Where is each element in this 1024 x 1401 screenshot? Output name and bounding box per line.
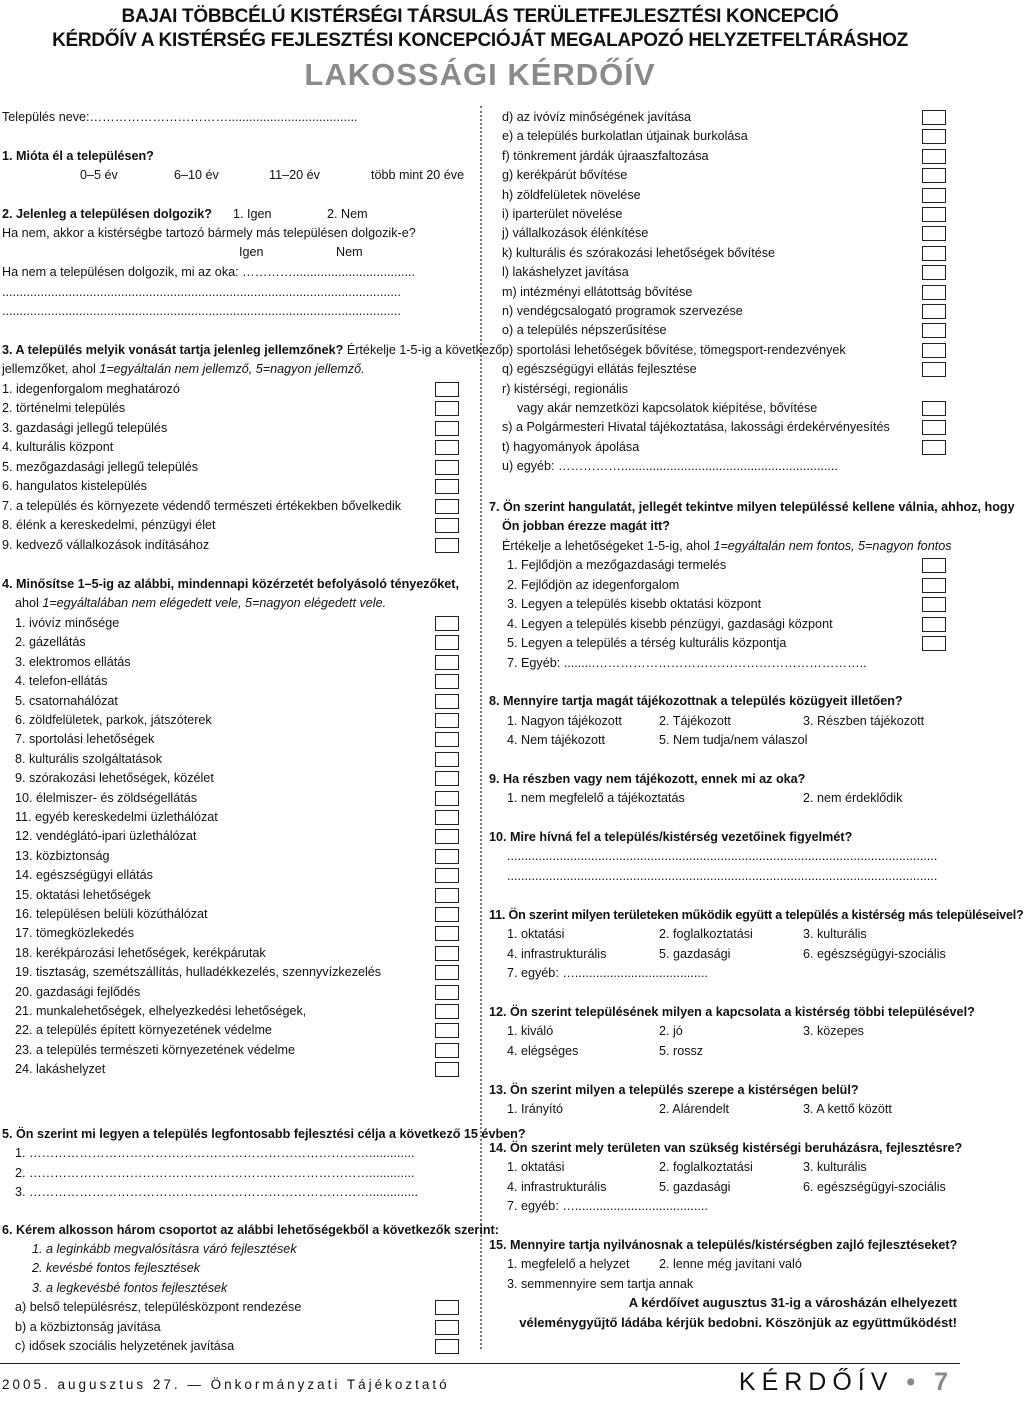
q4-item: 18. kerékpározási lehetőségek, kerékpárutak [15,945,266,960]
q5-answer-line[interactable]: 3. ……………………………………………………………………….............. [15,1185,419,1199]
question-10: 10. Mire hívná fel a település/kistérség vezetőinek figyelmét? [489,830,853,844]
q12-option[interactable]: 5. rossz [659,1044,704,1058]
group-box[interactable] [922,110,946,125]
rating-box[interactable] [435,732,459,747]
rating-box[interactable] [435,965,459,980]
q14-option[interactable]: 2. foglalkoztatási [659,1160,753,1174]
rating-box[interactable] [922,617,946,632]
q4-item: 6. zöldfelületek, parkok, játszóterek [15,713,212,727]
footer-section [739,1368,954,1397]
q1-option[interactable]: 6–10 év [174,168,219,182]
question-9: 9. Ha részben vagy nem tájékozott, ennek mi az oka? [489,772,806,786]
question-8: 8. Mennyire tartja magát tájékozottnak a település közügyeit illetően? [489,694,903,708]
q12-option[interactable]: 4. elégséges [507,1044,579,1058]
q14-option[interactable]: 6. egészségügyi-szociális [803,1180,946,1194]
q6-item: l) lakáshelyzet javítása [502,265,629,280]
group-box[interactable] [922,207,946,222]
q9-option[interactable]: 2. nem érdeklődik [803,791,903,805]
q4-item: 16. településen belüli közúthálózat [15,907,208,921]
q6-item: c) idősek szociális helyzetének javítása [15,1339,235,1353]
q12-option[interactable]: 1. kiváló [507,1024,554,1038]
group-box[interactable] [922,440,946,455]
answer-line[interactable]: .................................................................................................................. [2,304,401,318]
rating-box[interactable] [435,401,459,416]
q2-sub-yes[interactable]: Igen [239,245,264,259]
q15-option[interactable]: 2. lenne még javítani való [659,1257,802,1271]
q6-item: h) zöldfelületek növelése [502,187,641,202]
q14-other[interactable]: 7. egyéb: …...................................... [507,1199,708,1213]
q3-item: 4. kulturális központ [2,440,114,454]
q11-option[interactable]: 4. infrastrukturális [507,947,607,961]
q13-option[interactable]: 2. Alárendelt [659,1102,730,1116]
q4-scale-def: 1=egyáltalában nem elégedett vele, 5=nagyon elégedett vele. [42,596,387,610]
q3-item: 2. történelmi település [2,401,126,415]
group-box[interactable] [922,285,946,300]
q12-option[interactable]: 2. jó [659,1024,683,1038]
q4-item: 7. sportolási lehetőségek [15,732,155,747]
q6-item: t) hagyományok ápolása [502,439,640,454]
rating-box[interactable] [435,674,459,689]
header-line-1: BAJAI TÖBBCÉLÚ KISTÉRSÉGI TÁRSULÁS TERÜLETFEJLESZTÉSI KONCEPCIÓ [121,6,839,27]
q8-option[interactable]: 3. Részben tájékozott [803,714,925,728]
rating-box[interactable] [435,926,459,941]
q3-title: 3. A település melyik vonását tartja jelenleg jellemzőnek? [2,343,344,357]
q3-item: 9. kedvező vállalkozások indításához [2,538,210,552]
q7-scale-text: Értékelje a lehetőségeket 1-5-ig, ahol [502,539,714,553]
q10-answer-line[interactable]: ........................................................................................................................... [507,869,938,883]
q6-item: j) vállalkozások élénkítése [502,226,649,241]
q4-item: 3. elektromos ellátás [15,654,131,669]
question-13: 13. Ön szerint milyen a település szerepe a kistérségen belül? [489,1083,859,1097]
q10-answer-line[interactable]: ........................................................................................................................... [507,849,938,863]
group-box[interactable] [922,343,946,358]
footer-publication: 2005. augusztus 27. — Önkormányzati Tájékoztató [2,1377,450,1392]
q2-reason-field[interactable]: Ha nem a településen dolgozik, mi az oka: …………................................... [2,265,415,279]
q9-option[interactable]: 1. nem megfelelő a tájékoztatás [507,791,685,805]
group-box[interactable] [435,1320,459,1335]
q6-item: o) a település népszerűsítése [502,323,667,338]
q12-option[interactable]: 3. közepes [803,1024,864,1038]
q4-item: 9. szórakozási lehetőségek, közélet [15,771,214,786]
rating-box[interactable] [435,479,459,494]
rating-box[interactable] [435,1062,459,1077]
q3-item: 3. gazdasági jellegű település [2,421,168,435]
group-box[interactable] [922,168,946,183]
group-box[interactable] [922,265,946,280]
rating-box[interactable] [435,713,459,728]
question-2: 2. Jelenleg a településen dolgozik? [2,207,212,221]
q6-item: n) vendégcsalogató programok szervezése [502,304,743,318]
q6-item: vagy akár nemzetközi kapcsolatok kiépítése, bővítése [517,401,818,415]
q11-option[interactable]: 3. kulturális [803,927,867,941]
question-12: 12. Ön szerint településének milyen a kapcsolata a kistérség többi településével? [489,1005,975,1019]
rating-box[interactable] [922,636,946,651]
rating-box[interactable] [435,849,459,864]
q11-option[interactable]: 2. foglalkoztatási [659,927,753,941]
group-box[interactable] [435,1339,459,1354]
q4-item: 22. a település épített környezetének védelme [15,1023,272,1038]
group-box[interactable] [922,323,946,338]
q4-item: 20. gazdasági fejlődés [15,984,141,999]
rating-box[interactable] [435,985,459,1000]
q3-scale [2,360,365,378]
q3-item: 6. hangulatos kistelepülés [2,479,147,493]
page-title: LAKOSSÁGI KÉRDŐÍV [304,57,656,92]
q6-group: 1. a leginkább megvalósításra váró fejlesztések [32,1242,297,1256]
question-7-cont: Ön jobban érezze magát itt? [502,519,670,533]
q6-item: e) a település burkolatlan útjainak burkolása [502,129,748,144]
rating-box[interactable] [435,888,459,903]
q4-item: 10. élelmiszer- és zöldségellátás [15,790,197,805]
q6-item: q) egészségügyi ellátás fejlesztése [502,362,697,377]
q7-scale-def: 1=egyáltalán nem fontos, 5=nagyon fontos [713,539,952,553]
q11-option[interactable]: 1. oktatási [507,927,565,941]
group-box[interactable] [922,188,946,203]
rating-box[interactable] [435,829,459,844]
q14-option[interactable]: 4. infrastrukturális [507,1180,607,1194]
rating-box[interactable] [435,810,459,825]
q4-item: 13. közbiztonság [15,848,110,863]
group-box[interactable] [435,1300,459,1315]
group-box[interactable] [922,304,946,319]
q4-item: 4. telefon-ellátás [15,674,108,689]
group-box[interactable] [922,226,946,241]
closing-line-1: A kérdőívet augusztus 31-ig a városházán elhelyezett [628,1295,957,1310]
q4-item: 21. munkalehetőségek, elhelyezkedési lehetőségek, [15,1004,307,1018]
q5-answer-line[interactable]: 2. ………………………………………………………………………............. [15,1166,415,1180]
q11-other[interactable]: 7. egyéb: …...................................... [507,966,708,980]
q6-other[interactable]: u) egyéb: …………….............................................................. [502,459,838,474]
q6-item: f) tönkrement járdák újraaszfaltozása [502,148,709,163]
rating-box[interactable] [435,440,459,455]
q4-item: 1. ivóvíz minősége [15,616,120,630]
q6-item: g) kerékpárút bővítése [502,168,628,183]
rating-box[interactable] [435,694,459,709]
q6-item: r) kistérségi, regionális [502,381,628,396]
rating-box[interactable] [922,558,946,573]
q6-item: i) iparterület növelése [502,207,623,221]
rating-box[interactable] [435,518,459,533]
q7-other[interactable]: 7. Egyéb: .........……………………………………………………….. [507,656,867,670]
q2-option-yes[interactable]: 1. Igen [233,207,272,221]
q4-item: 23. a település természeti környezetének védelme [15,1042,296,1057]
rating-box[interactable] [435,1043,459,1058]
q4-item: 11. egyéb kereskedelmi üzlethálózat [15,810,218,824]
question-14: 14. Ön szerint mely területen van szükség kistérségi beruházásra, fejlesztésre? [489,1141,963,1155]
q1-option[interactable]: több mint 20 éve [371,168,465,182]
question-5: 5. Ön szerint mi legyen a település legfontosabb fejlesztési célja a következő 15 évben? [2,1127,526,1141]
q5-answer-line[interactable]: 1. ………………………………………………………………………............. [15,1146,415,1160]
header-line-2: KÉRDŐÍV A KISTÉRSÉG FEJLESZTÉSI KONCEPCIÓJÁT MEGALAPOZÓ HELYZETFELTÁRÁSHOZ [52,30,908,51]
q6-item: b) a közbiztonság javítása [15,1320,161,1334]
rating-box[interactable] [435,907,459,922]
rating-box[interactable] [922,597,946,612]
q6-item: s) a Polgármesteri Hivatal tájékoztatása, lakossági érdekérvényesítés [502,420,890,435]
q4-item: 2. gázellátás [15,635,86,650]
column-divider [480,106,482,1349]
q14-option[interactable]: 5. gazdasági [659,1180,731,1194]
rating-box[interactable] [435,1023,459,1038]
q6-item: p) sportolási lehetőségek bővítése, tömegsport-rendezvények [502,342,846,357]
rating-box[interactable] [435,616,459,631]
group-box[interactable] [922,246,946,261]
question-6: 6. Kérem alkosson három csoportot az alábbi lehetőségekből a következők szerint: [2,1223,499,1237]
q4-item: 14. egészségügyi ellátás [15,868,153,883]
q6-group: 3. a legkevésbé fontos fejlesztések [32,1281,228,1295]
q13-option[interactable]: 1. Irányító [507,1102,564,1116]
telepules-field[interactable]: Település neve:……………………………..................................... [2,110,358,124]
q4-item: 8. kulturális szolgáltatások [15,751,162,766]
q3-item: 8. élénk a kereskedelmi, pénzügyi élet [2,518,216,532]
q7-item: 5. Legyen a település a térség kulturális központja [507,636,787,650]
rating-box[interactable] [435,655,459,670]
question-11: 11. Ön szerint milyen területeken működik együtt a település a kistérség más településeivel? [489,908,1024,922]
q3-instruction: Értékelje 1-5-ig a következő [343,343,503,357]
q4-item: 5. csatornahálózat [15,693,118,708]
q4-item: 15. oktatási lehetőségek [15,887,151,902]
q6-item: a) belső településrész, településközpont rendezése [15,1300,302,1314]
q4-item: 24. lakáshelyzet [15,1062,106,1077]
rating-box[interactable] [435,538,459,553]
rating-box[interactable] [922,578,946,593]
rating-box[interactable] [435,868,459,883]
q8-option[interactable]: 5. Nem tudja/nem válaszol [659,733,808,747]
footer-section-title: KÉRDŐÍV [738,1368,894,1396]
q3-item: 5. mezőgazdasági jellegű település [2,460,199,474]
group-box[interactable] [922,149,946,164]
q4-scale-text: ahol [15,596,43,610]
q2-sub-no[interactable]: Nem [336,245,363,259]
q6-item: d) az ivóvíz minőségének javítása [502,110,691,124]
q6-item: k) kulturális és szórakozási lehetőségek bővítése [502,245,775,260]
q7-scale [502,537,952,555]
q3-item: 7. a település és környezete védendő természeti értékekben bővelkedik [2,499,402,513]
q8-option[interactable]: 1. Nagyon tájékozott [507,714,622,728]
rating-box[interactable] [435,752,459,767]
rating-box[interactable] [435,1004,459,1019]
group-box[interactable] [922,401,946,416]
q14-option[interactable]: 1. oktatási [507,1160,565,1174]
rating-box[interactable] [435,946,459,961]
rating-box[interactable] [435,771,459,786]
q8-option[interactable]: 2. Tájékozott [659,714,731,728]
q4-scale [15,594,386,612]
answer-line[interactable]: .................................................................................................................. [2,285,401,299]
question-1: 1. Mióta él a településen? [2,149,154,163]
q11-option[interactable]: 5. gazdasági [659,947,731,961]
q3-scale-text: jellemzőket, ahol [2,362,100,376]
q8-option[interactable]: 4. Nem tájékozott [507,733,605,747]
group-box[interactable] [922,362,946,377]
q4-item: 17. tömegközlekedés [15,926,135,941]
rating-box[interactable] [435,382,459,397]
q6-item: m) intézményi ellátottság bővítése [502,284,693,299]
q15-option[interactable]: 1. megfelelő a helyzet [507,1257,630,1271]
question-7: 7. Ön szerint hangulatát, jellegét tekintve milyen településsé kellene válnia, ahhoz, hogy [489,500,1015,514]
q3-scale-def: 1=egyáltalán nem jellemző, 5=nagyon jellemző. [99,362,365,376]
q2-option-no[interactable]: 2. Nem [327,207,368,221]
q1-option[interactable]: 11–20 év [269,168,320,182]
q3-item: 1. idegenforgalom meghatározó [2,382,180,396]
q7-item: 3. Legyen a település kisebb oktatási központ [507,597,762,611]
q7-item: 4. Legyen a település kisebb pénzügyi, gazdasági központ [507,617,833,631]
group-box[interactable] [922,129,946,144]
question-4: 4. Minősítse 1–5-ig az alábbi, mindennapi közérzetét befolyásoló tényezőket, [2,577,459,591]
q7-item: 1. Fejlődjön a mezőgazdasági termelés [507,558,727,572]
q11-option[interactable]: 6. egészségügyi-szociális [803,947,946,961]
q15-option[interactable]: 3. semmennyire sem tartja annak [507,1277,694,1291]
rating-box[interactable] [435,635,459,650]
closing-line-2: véleménygyűjtő ládába kérjük bedobni. Köszönjük az együttműködést! [519,1315,957,1330]
q14-option[interactable]: 3. kulturális [803,1160,867,1174]
rating-box[interactable] [435,791,459,806]
q2-subquestion: Ha nem, akkor a kistérségbe tartozó bármely más településen dolgozik-e? [2,226,416,240]
rating-box[interactable] [435,421,459,436]
rating-box[interactable] [435,499,459,514]
q4-item: 12. vendéglátó-ipari üzlethálózat [15,829,197,844]
q4-item: 19. tisztaság, szemétszállítás, hulladékkezelés, szennyvízkezelés [15,965,382,980]
rating-box[interactable] [435,460,459,475]
page-number: 7 [934,1368,954,1396]
question-15: 15. Mennyire tartja nyilvánosnak a település/kistérségben zajló fejlesztéseket? [489,1238,958,1252]
question-3 [2,341,502,359]
footer-bullet: • [906,1368,922,1396]
q1-option[interactable]: 0–5 év [80,168,118,182]
q7-item: 2. Fejlődjön az idegenforgalom [507,578,680,592]
footer-rule [0,1363,960,1364]
q13-option[interactable]: 3. A kettő között [803,1102,892,1116]
group-box[interactable] [922,420,946,435]
q6-group: 2. kevésbé fontos fejlesztések [32,1261,201,1275]
